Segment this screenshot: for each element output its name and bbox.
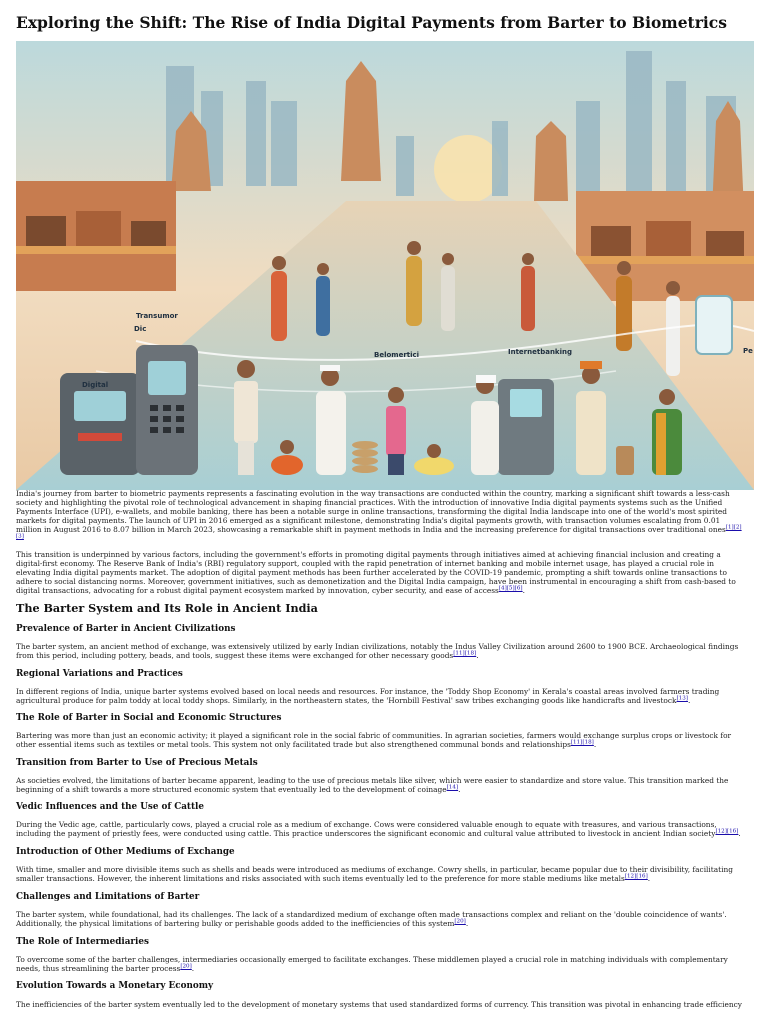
subsection-text: To overcome some of the barter challenges, intermediaries occasionally emerged to facilitate exchanges. These middlemen played a crucial role in matching individuals with complementary needs, thus streamlining the barter process	[16, 955, 728, 973]
citation-link[interactable]: [20]	[180, 963, 192, 970]
subsection-paragraph: To overcome some of the barter challenges, intermediaries occasionally emerged to facilitate exchanges. These middlemen played a crucial role in matching individuals with complementary needs, thus streamlining the barter process[20].	[16, 955, 728, 973]
citation-link[interactable]: [13]	[676, 695, 688, 702]
hero-label-transumor: Transumor	[136, 312, 178, 320]
subsection-text: Bartering was more than just an economic activity; it played a significant role in the social fabric of communities. In agrarian societies, farmers would exchange surplus crops or livestock for other essential items such as textiles or metal tools. This system not only facilitated trade but also strengthened communal bonds and relationships	[16, 731, 732, 749]
citation-link[interactable]: [4][5][6]	[498, 585, 523, 592]
subsection-heading: Transition from Barter to Use of Precious Metals	[16, 758, 258, 768]
subsection-text: With time, smaller and more divisible items such as shells and beads were introduced as mediums of exchange. Cowry shells, in particular, became popular due to their divisibility, facilitating smaller transactions. However, the inherent limitations and risks associated with such items eventually led to the preference for more stable mediums like metals	[16, 865, 733, 883]
subsection-paragraph: In different regions of India, unique barter systems evolved based on local needs and resources. For instance, the 'Toddy Shop Economy' in Kerala's coastal areas involved farmers trading agricultural produce for palm toddy at local toddy shops. Similarly, in the northeastern states, the 'Hornbill Festival' saw tribes exchanging goods like handicrafts and livestock[13].	[16, 687, 720, 705]
intro-paragraph-1-text: India's journey from barter to biometric payments represents a fascinating evolution in the way transactions are conducted within the country, marking a significant shift towards a less-cash society and highlighting the pivotal role of technological advancement in shaping financial practices. With the introduction of innovative India digital payments systems such as the Unified Payments Interface (UPI), e-wallets, and mobile banking, there has been a notable surge in online transactions, transforming the digital India landscape into one of the world's most spirited markets for digital payments. The launch of UPI in 2016 emerged as a significant milestone, demonstrating India's digital payments growth, with transaction volumes escalating from 0.01 million in August 2016 to 8.07 billion in March 2023, showcasing a remarkable shift in payment methods in India and the increasing preference for digital transactions over traditional ones	[16, 489, 730, 534]
subsection-paragraph: With time, smaller and more divisible items such as shells and beads were introduced as mediums of exchange. Cowry shells, in particular, became popular due to their divisibility, facilitating smaller transactions. However, the inherent limitations and risks associated with such items eventually led to the preference for more stable mediums like metals[12][16].	[16, 865, 733, 883]
subsection-paragraph: As societies evolved, the limitations of barter became apparent, leading to the use of precious metals like silver, which were easier to standardize and store value. This transition marked the beginning of a shift towards a more structured economic system that eventually led to the development of coinage[14].	[16, 776, 729, 794]
hero-illustration	[16, 41, 754, 490]
hero-label-internet-banking: Internetbanking	[508, 348, 572, 356]
citation-link[interactable]: [12][16]	[624, 873, 648, 880]
subsection-heading: Prevalence of Barter in Ancient Civilizations	[16, 624, 236, 634]
hero-label-pe: Pe	[743, 347, 753, 355]
subsection-paragraph: The barter system, an ancient method of exchange, was extensively utilized by early Indian civilizations, notably the Indus Valley Civilization around 2600 to 1900 BCE. Archaeological findings from this period, including pottery, beads, and tools, suggest these items were exchanged for other necessary goods[11][18].	[16, 642, 739, 660]
citation-link[interactable]: [14]	[446, 784, 459, 791]
subsection-heading: Challenges and Limitations of Barter	[16, 892, 200, 902]
hero-label-biometric: Belomertici	[374, 351, 420, 359]
subsection-heading: The Role of Intermediaries	[16, 937, 149, 947]
citation-link[interactable]: [11][18]	[453, 650, 477, 657]
subsection-text: As societies evolved, the limitations of barter became apparent, leading to the use of precious metals like silver, which were easier to standardize and store value. This transition marked the beginning of a shift towards a more structured economic system that eventually led to the development of coinage	[16, 776, 729, 794]
subsection-heading: Vedic Influences and the Use of Cattle	[16, 802, 204, 812]
citation-link[interactable]: [1][2][3]	[16, 524, 742, 540]
intro-paragraph-2-text: This transition is underpinned by various factors, including the government's efforts in promoting digital payments through initiatives aimed at achieving financial inclusion and creating a digital-first economy. The Reserve Bank of India's (RBI) regulatory support, coupled with the rapid penetration of internet banking and mobile internet usage, has played a crucial role in elevating India digital payments market. The adoption of digital payment methods has been further accelerated by the COVID-19 pandemic, prompting a shift towards online transactions to adhere to social distancing norms. Moreover, government initiatives, such as demonetization and the Digital India campaign, have been instrumental in encouraging a shift from cash-based to digital transactions, advocating for a robust digital payment ecosystem marked by innovation, cyber security, and ease of access	[16, 550, 736, 595]
hero-label-machine: Digital	[82, 381, 109, 389]
citation-link[interactable]: [12][16]	[715, 828, 739, 835]
subsection-text: The barter system, while foundational, had its challenges. The lack of a standardized medium of exchange often made transactions complex and reliant on the 'double coincidence of wants'. Additionally, the physical limitations of bartering bulky or perishable goods added to the inefficiencies of this system	[16, 910, 727, 928]
subsection-heading: Evolution Towards a Monetary Economy	[16, 981, 214, 991]
subsection-text: The inefficiencies of the barter system eventually led to the development of monetary systems that used standardized forms of currency. This transition was pivotal in enhancing trade efficiency	[16, 1000, 742, 1009]
subsection-text: In different regions of India, unique barter systems evolved based on local needs and resources. For instance, the 'Toddy Shop Economy' in Kerala's coastal areas involved farmers trading agricultural produce for palm toddy at local toddy shops. Similarly, in the northeastern states, the 'Hornbill Festival' saw tribes exchanging goods like handicrafts and livestock	[16, 687, 720, 705]
intro-paragraph-1	[16, 489, 748, 543]
article-title: Exploring the Shift: The Rise of India Digital Payments from Barter to Biometrics	[16, 13, 727, 32]
intro-paragraph-2: This transition is underpinned by various factors, including the government's efforts in promoting digital payments through initiatives aimed at achieving financial inclusion and creating a digital-first economy. The Reserve Bank of India's (RBI) regulatory support, coupled with the rapid penetration of internet banking and mobile internet usage, has played a crucial role in elevating India digital payments market. The adoption of digital payment methods has been further accelerated by the COVID-19 pandemic, prompting a shift towards online transactions to adhere to social distancing norms. Moreover, government initiatives, such as demonetization and the Digital India campaign, have been instrumental in encouraging a shift from cash-based to digital transactions, advocating for a robust digital payment ecosystem marked by innovation, cyber security, and ease of access[4][5][6].	[16, 550, 736, 595]
subsection-paragraph: Bartering was more than just an economic activity; it played a significant role in the social fabric of communities. In agrarian societies, farmers would exchange surplus crops or livestock for other essential items such as textiles or metal tools. This system not only facilitated trade but also strengthened communal bonds and relationships[11][18].	[16, 731, 732, 749]
subsection-paragraph: The barter system, while foundational, had its challenges. The lack of a standardized medium of exchange often made transactions complex and reliant on the 'double coincidence of wants'. Additionally, the physical limitations of bartering bulky or perishable goods added to the inefficiencies of this system[20].	[16, 910, 727, 928]
subsection-paragraph	[16, 1000, 748, 1009]
subsection-text: During the Vedic age, cattle, particularly cows, played a crucial role as a medium of exchange. Cows were considered valuable enough to equate with treasures, and various transactions, including the payment of priestly fees, were conducted using cattle. This practice underscores the significant economic and cultural value attributed to livestock in ancient Indian society	[16, 820, 717, 838]
citation-link[interactable]: [20]	[454, 918, 466, 925]
subsection-heading: Regional Variations and Practices	[16, 669, 183, 679]
hero-label-dic: Dic	[134, 325, 147, 333]
citation-link[interactable]: [11][18]	[570, 739, 594, 746]
section-title: The Barter System and Its Role in Ancient India	[16, 601, 318, 615]
subsection-text: The barter system, an ancient method of exchange, was extensively utilized by early Indian civilizations, notably the Indus Valley Civilization around 2600 to 1900 BCE. Archaeological findings from this period, including pottery, beads, and tools, suggest these items were exchanged for other necessary goods	[16, 642, 739, 660]
subsection-heading: The Role of Barter in Social and Economic Structures	[16, 713, 282, 723]
subsection-paragraph: During the Vedic age, cattle, particularly cows, played a crucial role as a medium of exchange. Cows were considered valuable enough to equate with treasures, and various transactions, including the payment of priestly fees, were conducted using cattle. This practice underscores the significant economic and cultural value attributed to livestock in ancient Indian society[12][16].	[16, 820, 741, 838]
subsection-heading: Introduction of Other Mediums of Exchange	[16, 847, 235, 857]
